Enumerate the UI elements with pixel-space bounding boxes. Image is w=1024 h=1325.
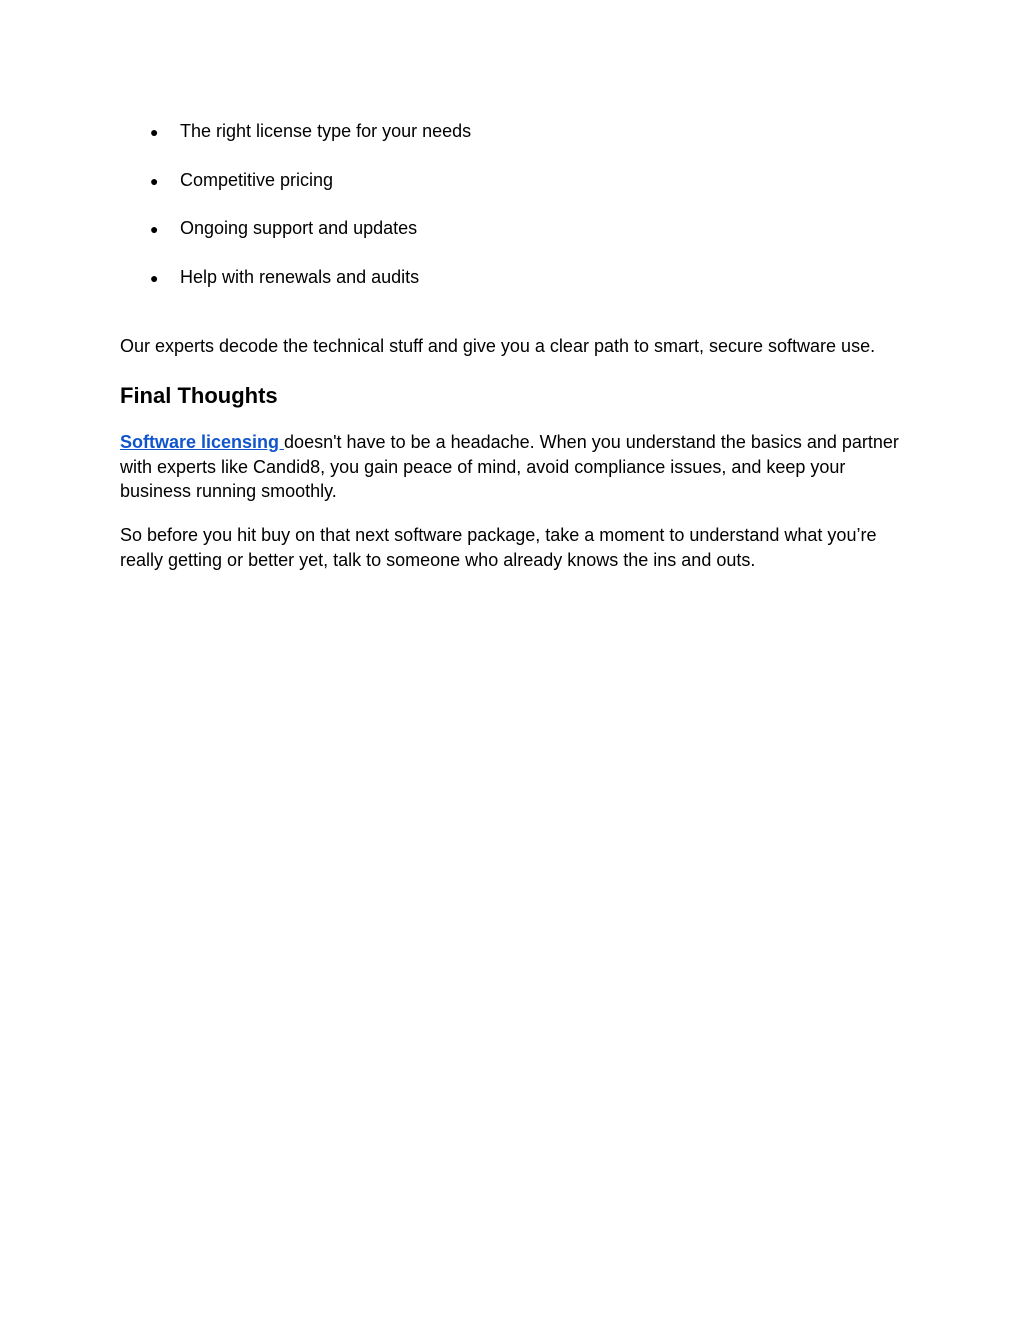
list-item — [150, 215, 471, 264]
bullet-icon: ● — [150, 124, 159, 140]
section-heading: Final Thoughts — [120, 383, 278, 408]
intro-paragraph: Our experts decode the technical stuff and give you a clear path to smart, secure software use. — [120, 336, 876, 356]
bullet-icon: ● — [150, 221, 159, 238]
bullet-text: Competitive pricing — [180, 169, 334, 190]
list-item — [150, 264, 471, 313]
paragraph-text: doesn't have to be a headache. When you understand the basics and partner with experts like Candid8, you gain peace of mind, avoid compliance issues, and keep your business running smoothly. — [120, 432, 899, 501]
software-licensing-link[interactable]: Software licensing — [120, 432, 285, 452]
bullet-icon: ● — [150, 172, 159, 189]
bullet-icon: ● — [150, 270, 159, 287]
final-paragraph-2: So before you hit buy on that next software package, take a moment to understand what you’re really getting or better yet, talk to someone who already knows the ins and outs. — [120, 525, 877, 570]
bullet-text: The right license type for your needs — [180, 121, 472, 141]
list-item — [150, 167, 471, 216]
bullet-text: Ongoing support and updates — [180, 218, 418, 239]
bullet-text: Help with renewals and audits — [180, 267, 420, 288]
bullet-list — [150, 118, 471, 313]
list-item — [150, 118, 471, 167]
final-paragraph-1 — [120, 430, 910, 504]
